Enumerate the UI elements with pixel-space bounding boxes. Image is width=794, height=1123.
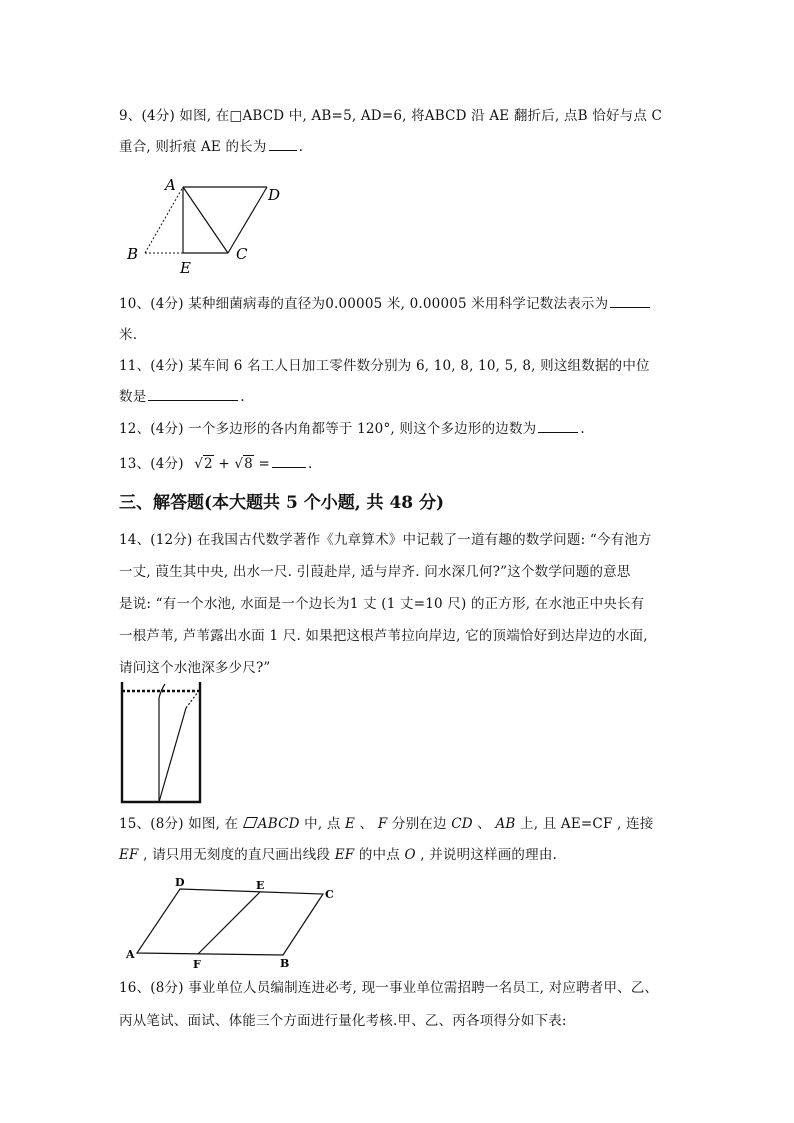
q9-label-B: B xyxy=(127,245,139,263)
q15-point-E: E xyxy=(345,816,356,832)
q13-line xyxy=(119,452,312,472)
q14-line3: 是说: “有一个水池, 水面是一个边长为1 丈 (1 丈=10 尺) 的正方形, 在水池正中央长有 xyxy=(119,596,645,612)
q15-label-A: A xyxy=(126,948,135,961)
q14-line5: 请问这个水池深多少尺?” xyxy=(119,660,271,676)
q9-answer-blank xyxy=(269,138,297,151)
q14-line1: 14、(12分) 在我国古代数学著作《九章算术》中记载了一道有趣的数学问题: “今有池方 xyxy=(119,532,652,548)
q9-line2-text: 重合, 则折痕 AE 的长为 xyxy=(119,139,267,155)
q15-point-F: F xyxy=(377,816,388,832)
q15-sep: 、 xyxy=(359,816,374,832)
q13-prefix: 13、(4分) xyxy=(119,456,184,472)
q15-label-B: B xyxy=(280,957,290,970)
q10-line1 xyxy=(119,292,652,312)
q13-radicand-2: 8 xyxy=(244,456,253,472)
q9-edge-DC xyxy=(228,187,267,253)
q15-text-b: 中, 点 xyxy=(304,816,341,832)
q14-reed-pulled xyxy=(159,708,186,802)
q11-answer-blank xyxy=(148,388,238,401)
q9-label-A: A xyxy=(165,176,176,194)
q15-text-c: 分别在边 xyxy=(391,816,447,832)
q9-label-E: E xyxy=(180,259,191,277)
q15-text-g: , 并说明这样画的理由. xyxy=(420,847,558,863)
q9-line1: 9、(4分) 如图, 在□ABCD 中, AB=5, AD=6, 将ABCD 沿 AE 翻折后, 点B 恰好与点 C xyxy=(119,108,663,124)
q15-side-CD: CD xyxy=(451,816,473,832)
q11-line2 xyxy=(119,385,245,405)
q10-answer-blank xyxy=(610,295,650,308)
q13-radicand-1: 2 xyxy=(204,456,213,472)
q15-label-F: F xyxy=(193,958,201,971)
q13-answer-blank xyxy=(272,455,306,468)
q15-text-f: 的中点 xyxy=(358,847,400,863)
q9-label-C: C xyxy=(236,245,248,263)
q12-text: 12、(4分) 一个多边形的各内角都等于 120°, 则这个多边形的边数为 xyxy=(119,421,537,437)
q10-text: 10、(4分) 某种细菌病毒的直径为0.00005 米, 0.00005 米用科学记数法表示为 xyxy=(119,296,609,312)
q9-dashed-BA xyxy=(145,187,183,253)
q13-sqrt-8: √8 xyxy=(234,456,253,472)
q16-line2: 丙从笔试、面试、体能三个方面进行量化考核.甲、乙、丙各项得分如下表: xyxy=(119,1013,567,1029)
q14-line4: 一根芦苇, 芦苇露出水面 1 尺. 如果把这根芦苇拉向岸边, 它的顶端恰好到达岸边的水面, xyxy=(119,628,648,644)
q15-EF2: EF xyxy=(334,847,355,863)
section3-heading: 三、解答题(本大题共 5 个小题, 共 48 分) xyxy=(119,493,445,513)
q9-label-D: D xyxy=(268,186,281,204)
q12-end: . xyxy=(580,421,585,437)
q10-line2: 米. xyxy=(119,327,138,343)
q15-text-a: 15、(8分) 如图, 在 xyxy=(119,816,239,832)
q15-ABCD: ABCD xyxy=(257,816,300,832)
q15-label-D: D xyxy=(175,876,185,889)
q15-segment-EF xyxy=(198,892,260,954)
q12-line xyxy=(119,417,585,437)
q15-parallelogram-symbol xyxy=(243,817,258,828)
q13-equals: = xyxy=(258,456,270,472)
q15-line1 xyxy=(119,812,653,832)
q14-pool-reed-figure xyxy=(118,678,208,806)
q15-point-O: O xyxy=(404,847,416,863)
q14-pool-walls xyxy=(122,682,200,802)
q13-sqrt-2: √2 xyxy=(194,456,213,472)
q9-line2 xyxy=(119,135,303,155)
q11-line1: 11、(4分) 某车间 6 名工人日加工零件数分别为 6, 10, 8, 10, 5, 8, 则这组数据的中位 xyxy=(119,358,650,374)
q13-end: . xyxy=(307,456,313,472)
q15-text-d: 上, 且 AE=CF , 连接 xyxy=(520,816,654,832)
q11-line2-end: . xyxy=(240,389,245,405)
q15-text-e: , 请只用无刻度的直尺画出线段 xyxy=(143,847,331,863)
q9-line2-end: . xyxy=(298,139,304,155)
q15-line2 xyxy=(119,843,557,863)
q9-parallelogram-figure xyxy=(115,170,295,280)
q15-label-C: C xyxy=(325,888,334,901)
q15-side-AB: AB xyxy=(495,816,516,832)
q15-sep2: 、 xyxy=(477,816,491,832)
q9-edge-AC xyxy=(183,187,228,253)
q15-parallelogram-figure xyxy=(120,872,350,972)
q16-line1: 16、(8分) 事业单位人员编制连进必考, 现一事业单位需招聘一名员工, 对应聘者甲、乙、 xyxy=(119,980,659,996)
q15-EF: EF xyxy=(119,847,139,863)
q11-line2-text: 数是 xyxy=(119,389,147,405)
q14-line2: 一丈, 葭生其中央, 出水一尺. 引葭赴岸, 适与岸齐. 问水深几何?”这个数学问题的意思 xyxy=(119,564,631,580)
q12-answer-blank xyxy=(538,420,578,433)
q14-reed-pulled-tip xyxy=(186,692,198,708)
q13-plus: + xyxy=(218,456,230,472)
q15-label-E: E xyxy=(256,879,265,892)
